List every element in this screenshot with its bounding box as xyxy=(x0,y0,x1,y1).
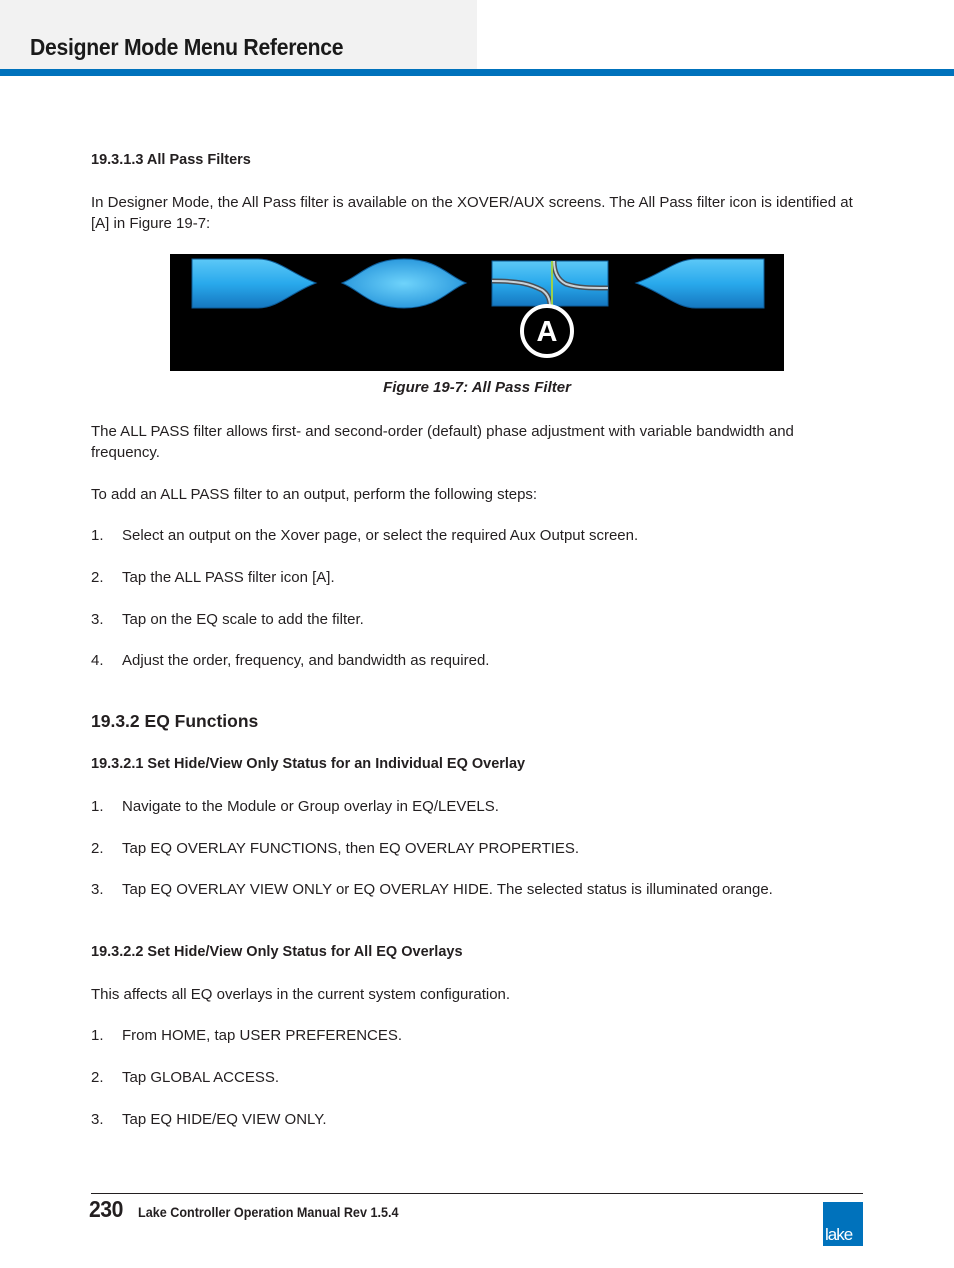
page-header-title: Designer Mode Menu Reference xyxy=(30,34,344,60)
list-item-text: Tap EQ OVERLAY VIEW ONLY or EQ OVERLAY HIDE. The selected status is illuminated orange. xyxy=(122,881,773,898)
figure-all-pass-filter xyxy=(170,254,784,371)
all-pass-intro-paragraph: In Designer Mode, the All Pass filter is available on the XOVER/AUX screens. The All Pass filter icon is identified at [A] in Figure 19-7: xyxy=(91,194,853,232)
list-item-number: 2. xyxy=(91,569,104,586)
list-item-number: 3. xyxy=(91,881,104,898)
lake-logo xyxy=(823,1202,863,1246)
list-item xyxy=(0,650,954,671)
list-item-text: Adjust the order, frequency, and bandwidth as required. xyxy=(122,652,490,669)
list-item-number: 3. xyxy=(91,1111,104,1128)
lake-logo-text: lake xyxy=(825,1225,853,1244)
all-pass-filter-icon[interactable] xyxy=(492,261,608,306)
list-item-number: 4. xyxy=(91,652,104,669)
section-heading-individual-eq-overlay: 19.3.2.1 Set Hide/View Only Status for an Individual EQ Overlay xyxy=(91,756,526,772)
list-item-number: 1. xyxy=(91,798,104,815)
list-item-text: Tap the ALL PASS filter icon [A]. xyxy=(122,569,335,586)
footer-rule xyxy=(91,1193,863,1194)
list-item xyxy=(0,1109,954,1130)
list-item-text: Tap EQ OVERLAY FUNCTIONS, then EQ OVERLAY PROPERTIES. xyxy=(122,840,580,857)
list-item-text: Navigate to the Module or Group overlay in EQ/LEVELS. xyxy=(122,798,499,815)
list-item-text: Tap EQ HIDE/EQ VIEW ONLY. xyxy=(122,1111,327,1128)
high-pass-filter-icon[interactable] xyxy=(192,259,316,308)
list-item-text: Tap on the EQ scale to add the filter. xyxy=(122,611,364,628)
section-heading-eq-functions: 19.3.2 EQ Functions xyxy=(91,711,259,731)
list-item xyxy=(0,567,954,588)
section-heading-all-eq-overlays: 19.3.2.2 Set Hide/View Only Status for All EQ Overlays xyxy=(91,944,463,960)
low-pass-filter-icon[interactable] xyxy=(636,259,764,308)
list-item-number: 2. xyxy=(91,840,104,857)
list-item xyxy=(0,609,954,630)
list-item xyxy=(0,525,954,546)
marker-a-label: A xyxy=(536,316,558,348)
page-number: 230 xyxy=(89,1196,123,1222)
steps-intro: To add an ALL PASS filter to an output, perform the following steps: xyxy=(91,486,538,503)
list-item-number: 1. xyxy=(91,1027,104,1044)
list-item xyxy=(0,838,954,859)
header-rule xyxy=(0,69,954,76)
filter-icons-strip xyxy=(170,254,784,371)
list-item-number: 2. xyxy=(91,1069,104,1086)
figure-caption: Figure 19-7: All Pass Filter xyxy=(383,379,571,396)
all-pass-description: The ALL PASS filter allows first- and second-order (default) phase adjustment with variable bandwidth and frequency. xyxy=(91,423,794,461)
list-item xyxy=(0,879,954,900)
footer-manual-title: Lake Controller Operation Manual Rev 1.5.4 xyxy=(138,1204,399,1220)
bandpass-filter-icon[interactable] xyxy=(342,259,466,308)
section-heading-all-pass-filters: 19.3.1.3 All Pass Filters xyxy=(91,152,251,168)
list-item xyxy=(0,1025,954,1046)
list-item xyxy=(0,1067,954,1088)
marker-a-callout xyxy=(522,306,572,356)
list-item-number: 3. xyxy=(91,611,104,628)
all-eq-overlays-intro: This affects all EQ overlays in the current system configuration. xyxy=(91,986,511,1003)
list-item-text: Tap GLOBAL ACCESS. xyxy=(122,1069,280,1086)
list-item-text: From HOME, tap USER PREFERENCES. xyxy=(122,1027,403,1044)
list-item xyxy=(0,796,954,817)
list-item-text: Select an output on the Xover page, or select the required Aux Output screen. xyxy=(122,527,639,544)
list-item-number: 1. xyxy=(91,527,104,544)
